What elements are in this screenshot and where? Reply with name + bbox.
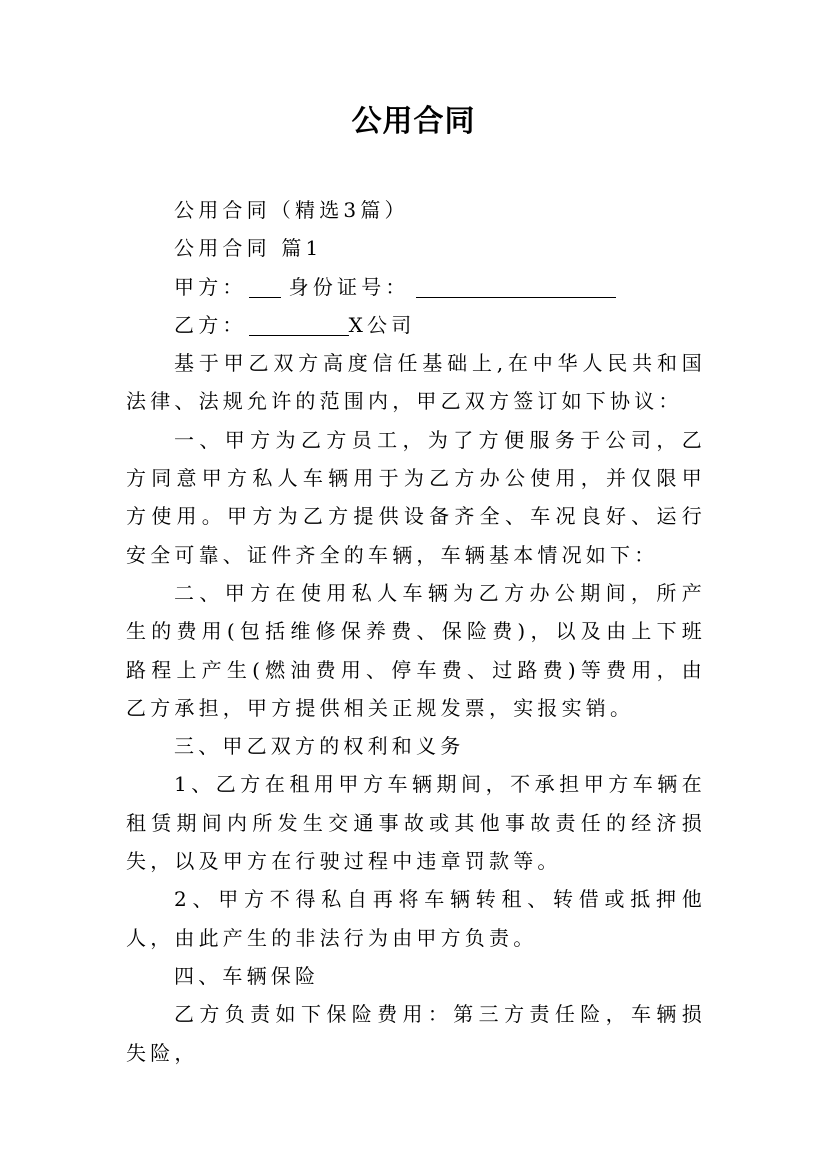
party-b-line xyxy=(126,306,706,344)
document-title: 公用合同 xyxy=(351,104,476,139)
clause-three-heading: 三、甲乙双方的权利和义务 xyxy=(174,734,465,759)
party-b-company: X公司 xyxy=(348,312,416,337)
party-b-name-blank xyxy=(249,317,349,336)
insurance-paragraph: 乙方负责如下保险费用：第三方责任险，车辆损失险， xyxy=(126,1002,706,1065)
id-number-blank xyxy=(416,279,616,298)
party-a-line xyxy=(126,268,706,306)
id-number-label: 身份证号： xyxy=(288,274,410,299)
party-b-label: 乙方： xyxy=(174,312,247,337)
party-a-label: 甲方： xyxy=(174,274,247,299)
preamble-paragraph: 基于甲乙双方高度信任基础上,在中华人民共和国法律、法规允许的范围内，甲乙双方签订如下协议： xyxy=(126,351,706,414)
clause-one-paragraph: 一、甲方为乙方员工，为了方便服务于公司，乙方同意甲方私人车辆用于为乙方办公使用，并仅限甲方使用。甲方为乙方提供设备齐全、车况良好、运行安全可靠、证件齐全的车辆，车辆基本情况如下： xyxy=(126,427,706,567)
document-body xyxy=(126,191,706,1072)
clause-three-item-1: 1、乙方在租用甲方车辆期间，不承担甲方车辆在租赁期间内所发生交通事故或其他事故责任的经济损失，以及甲方在行驶过程中违章罚款等。 xyxy=(126,772,706,874)
clause-two-paragraph: 二、甲方在使用私人车辆为乙方办公期间，所产生的费用(包括维修保养费、保险费)，以及由上下班路程上产生(燃油费用、停车费、过路费)等费用，由乙方承担，甲方提供相关正规发票，实报实销。 xyxy=(126,580,706,720)
clause-three-item-2: 2、甲方不得私自再将车辆转租、转借或抵押他人，由此产生的非法行为由甲方负责。 xyxy=(126,887,706,950)
section-heading-part1: 公用合同 篇1 xyxy=(174,236,323,261)
clause-four-heading: 四、车辆保险 xyxy=(174,963,320,988)
party-a-name-blank xyxy=(249,279,281,298)
subtitle-selected: 公用合同（精选3篇） xyxy=(174,198,409,222)
